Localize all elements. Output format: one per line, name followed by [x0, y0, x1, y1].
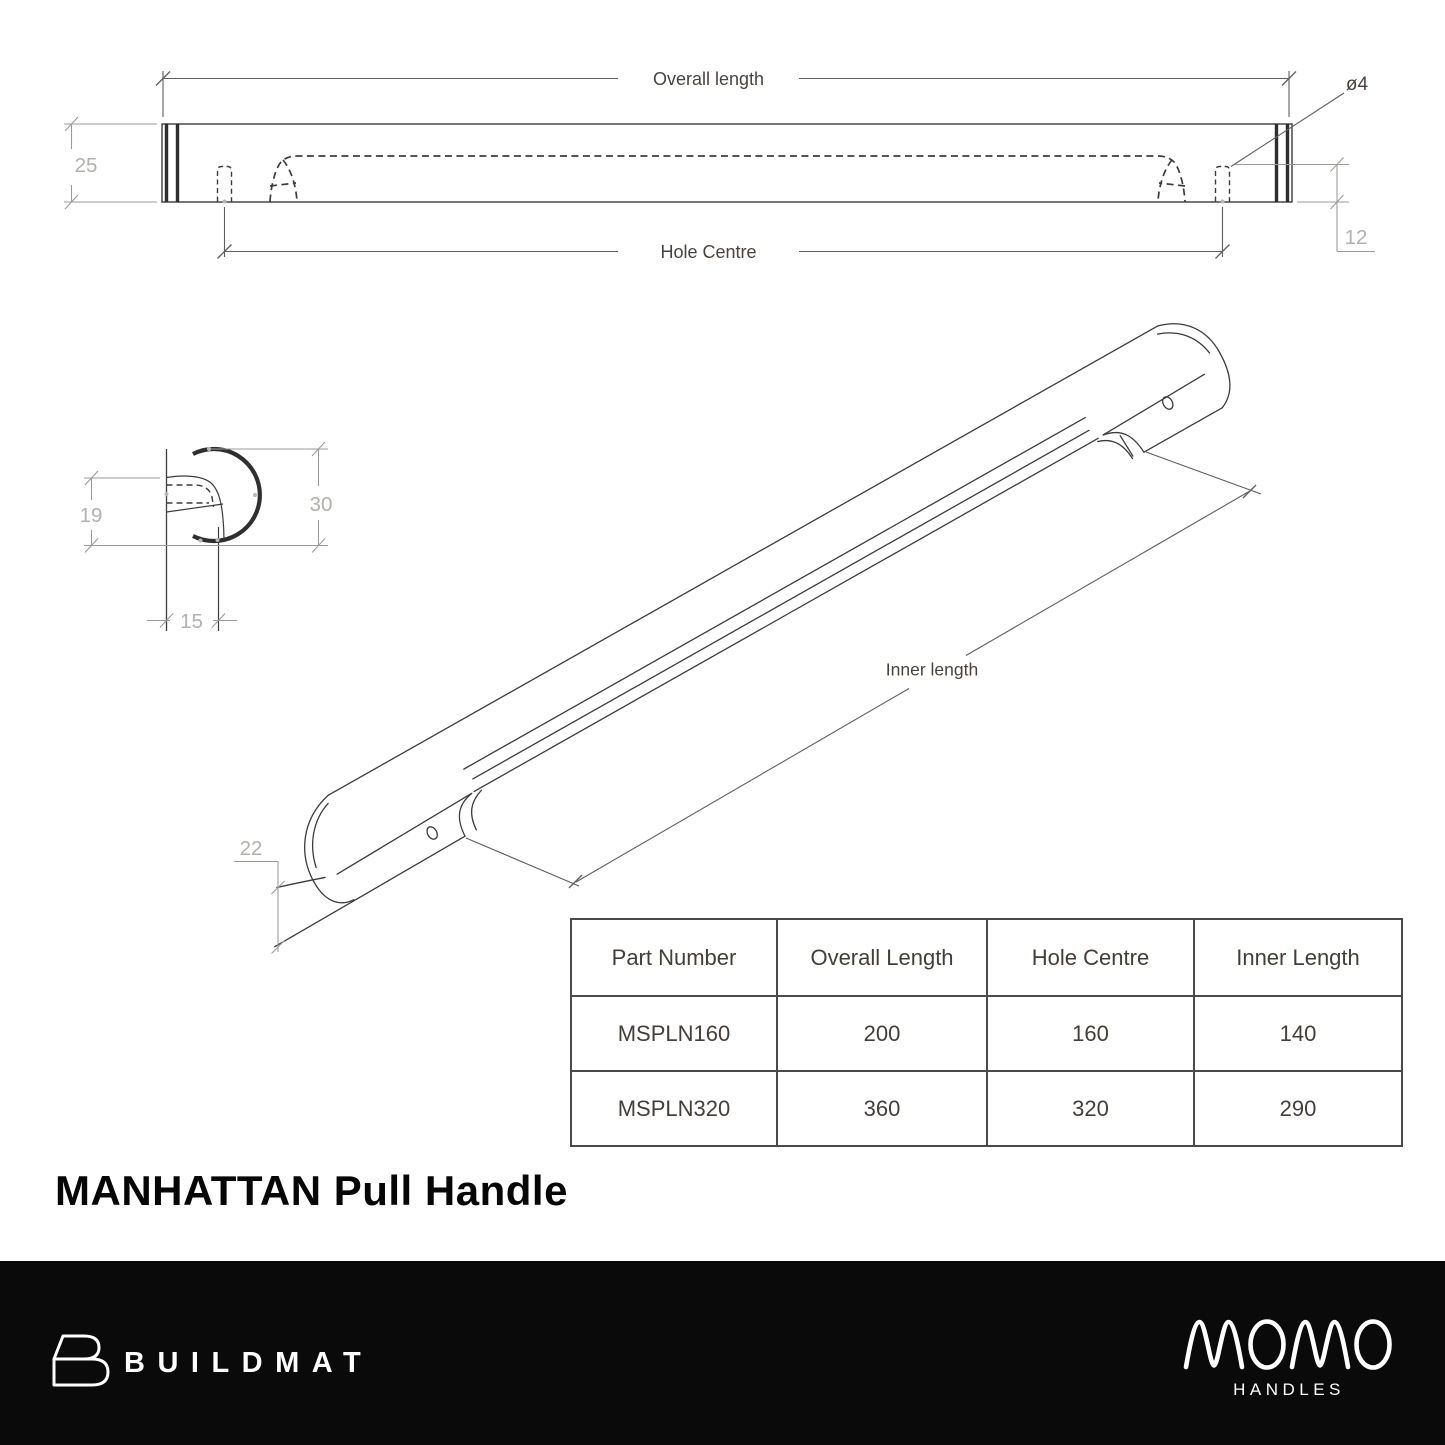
hole-diameter-label: ø4	[1345, 74, 1369, 95]
section-dim-19: 19	[79, 504, 103, 527]
cell-inner-length: 140	[1194, 996, 1402, 1071]
footer-bar	[0, 1261, 1445, 1445]
section-view-dimensions	[84, 442, 328, 628]
col-header-part-number: Part Number	[571, 919, 777, 996]
spec-table	[570, 918, 1403, 1147]
front-view-dimensions	[156, 71, 1344, 259]
momo-wordmark	[1186, 1322, 1390, 1368]
buildmat-logo	[54, 1336, 373, 1385]
momo-sub-wordmark: HANDLES	[1233, 1380, 1345, 1399]
isometric-view	[223, 306, 1245, 947]
iso-right-screw-hole	[1161, 395, 1176, 411]
cell-overall-length: 200	[777, 996, 987, 1071]
page-title: MANHATTAN Pull Handle	[55, 1167, 568, 1214]
section-dim-30: 30	[309, 493, 333, 516]
iso-left-foot-arch	[448, 793, 488, 836]
section-view	[165, 447, 260, 631]
footer-logos	[0, 1261, 1445, 1445]
overall-length-label: Overall length	[652, 69, 765, 89]
iso-dim-22: 22	[239, 837, 263, 860]
cell-part-number: MSPLN320	[571, 1071, 777, 1146]
end-clearance-dimension	[234, 862, 285, 954]
inner-length-dimension	[466, 452, 1261, 888]
height-dim-25: 25	[74, 154, 98, 177]
handle-end-caps	[167, 124, 1288, 202]
section-dim-15: 15	[180, 610, 203, 633]
table-header-row	[571, 919, 1402, 996]
cell-hole-centre: 160	[987, 996, 1194, 1071]
front-view	[162, 124, 1292, 204]
col-header-hole-centre: Hole Centre	[987, 919, 1194, 996]
inner-length-label: Inner length	[885, 659, 979, 680]
col-header-overall-length: Overall Length	[777, 919, 987, 996]
table-row	[571, 1071, 1402, 1146]
front-view-gray-dimensions	[64, 117, 1375, 252]
section-outer-circle	[193, 449, 260, 541]
buildmat-icon	[54, 1336, 108, 1385]
section-hidden-lines	[167, 485, 214, 507]
iso-right-foot-arch	[1103, 422, 1144, 466]
buildmat-wordmark: BUILDMAT	[124, 1347, 374, 1379]
momo-logo	[1186, 1322, 1390, 1400]
iso-left-screw-hole	[425, 825, 440, 841]
cell-inner-length: 290	[1194, 1071, 1402, 1146]
hole-centre-label: Hole Centre	[660, 242, 757, 262]
col-header-inner-length: Inner Length	[1194, 919, 1402, 996]
table-row	[571, 996, 1402, 1071]
hidden-inner-profile	[270, 156, 1185, 202]
cell-overall-length: 360	[777, 1071, 987, 1146]
hidden-screw-holes	[218, 167, 1230, 202]
handle-body-outline	[162, 124, 1292, 202]
cell-hole-centre: 320	[987, 1071, 1194, 1146]
section-inner-profile	[167, 476, 225, 540]
cell-part-number: MSPLN160	[571, 996, 777, 1071]
end-offset-dim-12: 12	[1344, 226, 1368, 249]
